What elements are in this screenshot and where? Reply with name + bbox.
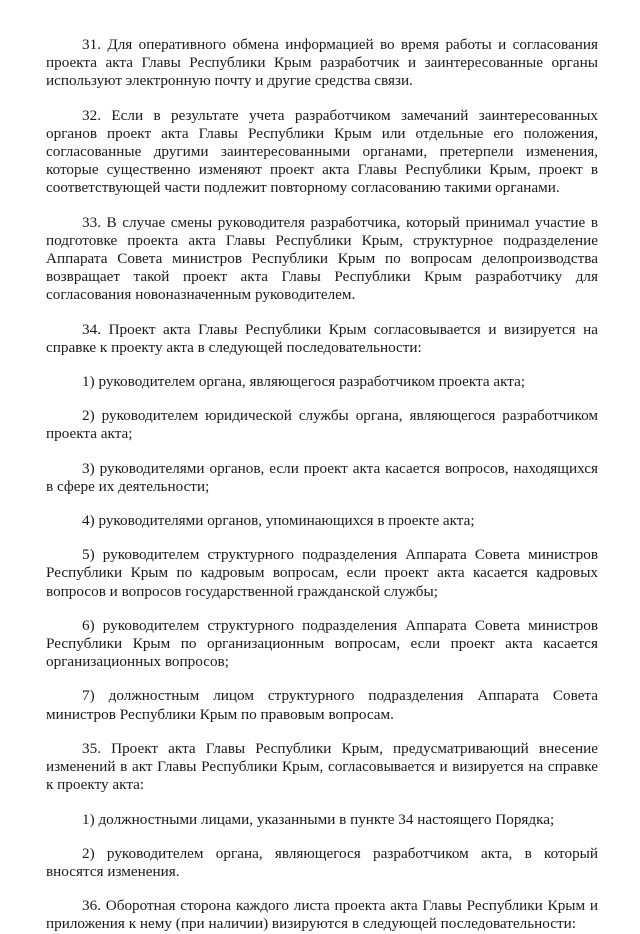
paragraph-32: 32. Если в результате учета разработчиком замечаний заинтересованных органов проект акта Главы Республики Крым или отдельные его положения, согласованные другими заинтересованными органами, претерпели изменения, которые существенно изменяют проект акта Главы Республики Крым, проект в соответствующей части подлежит повторному согласованию такими органами. [46,106,598,197]
list-item-34-7: 7) должностным лицом структурного подразделения Аппарата Совета министров Республики Крым по правовым вопросам. [46,687,598,723]
list-item-34-4: 4) руководителями органов, упоминающихся в проекте акта; [82,512,475,530]
paragraph-34: 34. Проект акта Главы Республики Крым согласовывается и визируется на справке к проекту акта в следующей последовательности: [46,320,598,356]
list-item-34-1: 1) руководителем органа, являющегося разработчиком проекта акта; [82,373,526,391]
list-item-34-5: 5) руководителем структурного подразделения Аппарата Совета министров Республики Крым по кадровым вопросам, если проект акта касается кадровых вопросов и вопросов государственной гражданской службы; [46,546,598,600]
document-body [46,36,598,934]
list-item-34-3: 3) руководителями органов, если проект акта касается вопросов, находящихся в сфере их деятельности; [46,459,598,495]
list-item-34-2: 2) руководителем юридической службы органа, являющегося разработчиком проекта акта; [46,407,598,443]
list-item-35-2: 2) руководителем органа, являющегося разработчиком акта, в который вносятся изменения. [46,844,598,880]
list-item-34-6: 6) руководителем структурного подразделения Аппарата Совета министров Республики Крым по организационным вопросам, если проект акта касается организационных вопросов; [46,616,598,671]
list-item-35-1: 1) должностными лицами, указанными в пункте 34 настоящего Порядка; [82,810,555,828]
paragraph-33: 33. В случае смены руководителя разработчика, который принимал участие в подготовке проекта акта Главы Республики Крым, структурное подразделение Аппарата Совета министров Республики Крым по вопросам делопроизводства возвращает такой проект акта Главы Республики Крым разработчику для согласования новоназначенным руководителем. [46,213,598,304]
paragraph-31: 31. Для оперативного обмена информацией во время работы и согласования проекта акта Главы Республики Крым разработчик и заинтересованные органы используют электронную почту и другие средства связи. [46,36,598,90]
paragraph-35: 35. Проект акта Главы Республики Крым, предусматривающий внесение изменений в акт Главы Республики Крым, согласовывается и визируется на справке к проекту акта: [46,739,598,794]
paragraph-36: 36. Оборотная сторона каждого листа проекта акта Главы Республики Крым и приложения к нему (при наличии) визируются в следующей последовательности: [46,897,598,933]
